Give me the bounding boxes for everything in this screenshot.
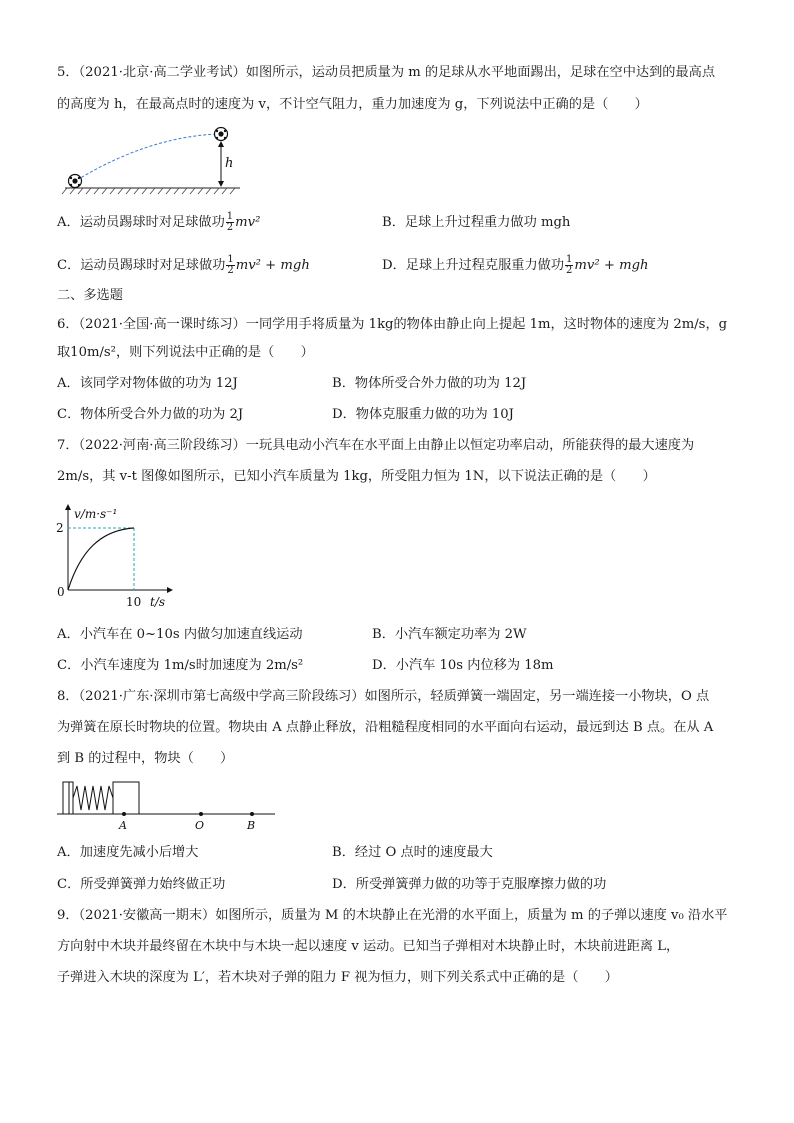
point-a-marker xyxy=(122,812,126,816)
x-axis-label: t/s xyxy=(150,595,166,609)
q5-option-c[interactable]: C．运动员踢球时对足球做功 $\frac{1}{2}$ mv² + mgh xyxy=(57,254,310,276)
fixed-wall xyxy=(63,782,69,814)
q7-stem-line2: 2m/s，其 v-t 图像如图所示，已知小汽车质量为 1kg，所受阻力恒为 1N，以下说法正确的是（ ） xyxy=(57,469,656,484)
fraction-half: $\frac{1}{2}$ xyxy=(226,211,234,233)
point-b-label: B xyxy=(247,819,256,830)
point-b-marker xyxy=(250,812,254,816)
q7-option-d[interactable]: D．小汽车 10s 内位移为 18m xyxy=(372,658,554,673)
trajectory-dashed-curve xyxy=(77,134,220,180)
q7-option-a[interactable]: A．小汽车在 0~10s 内做匀加速直线运动 xyxy=(57,627,303,642)
ground-hatch xyxy=(62,188,235,194)
q6-stem-line1: 6．（2021·全国·高一课时练习）一同学用手将质量为 1kg的物体由静止向上提起 1m，这时物体的速度为 2m/s，g xyxy=(57,317,728,332)
q9-stem-line2: 方向射中木块并最终留在木块中与木块一起以速度 v 运动。已知当子弹相对木块静止时，木块前进距离 L， xyxy=(57,939,680,954)
q7-option-b[interactable]: B．小汽车额定功率为 2W xyxy=(372,627,527,642)
y-axis-label: v/m·s⁻¹ xyxy=(74,507,118,521)
q7-vt-graph xyxy=(52,500,182,612)
height-label-h: h xyxy=(225,156,234,171)
q8-option-b[interactable]: B．经过 O 点时的速度最大 xyxy=(332,845,493,860)
q6-stem-line2: 取10m/s²，则下列说法中正确的是（ ） xyxy=(57,345,314,360)
q6-option-b[interactable]: B．物体所受合外力做的功为 12J xyxy=(332,376,527,391)
q8-stem-line2: 为弹簧在原长时物块的位置。物块由 A 点静止释放，沿粗糙程度相同的水平面向右运动，最远到达 B 点。在从 A xyxy=(57,720,714,735)
fraction-half: $\frac{1}{2}$ xyxy=(566,254,573,276)
q6-option-d[interactable]: D．物体克服重力做的功为 10J xyxy=(332,407,514,422)
q5-stem-line2: 的高度为 h，在最高点时的速度为 v，不计空气阻力，重力加速度为 g，下列说法中正确的是（ ） xyxy=(57,97,648,112)
q8-stem-line3: 到 B 的过程中，物块（ ） xyxy=(57,751,234,766)
q6-option-c[interactable]: C．物体所受合外力做的功为 2J xyxy=(57,407,244,422)
q5-option-b[interactable]: B．足球上升过程重力做功 mgh xyxy=(382,215,571,230)
q5-stem-line1: 5．（2021·北京·高二学业考试）如图所示，运动员把质量为 m 的足球从水平地面踢出，足球在空中达到的最高点 xyxy=(57,65,716,80)
spring-icon xyxy=(73,786,113,810)
vt-curve xyxy=(68,528,134,590)
point-a-label: A xyxy=(119,819,127,830)
point-o-label: O xyxy=(195,819,205,830)
section-heading-multiple-choice: 二、多选题 xyxy=(57,288,123,303)
block xyxy=(113,782,139,814)
q8-stem-line1: 8．（2021·广东·深圳市第七高级中学高三阶段练习）如图所示，轻质弹簧一端固定，另一端连接一小物块，O 点 xyxy=(57,689,710,704)
q8-option-a[interactable]: A．加速度先减小后增大 xyxy=(57,845,199,860)
q8-spring-block-figure xyxy=(55,778,280,830)
q9-stem-line1: 9．（2021·安徽高一期末）如图所示，质量为 M 的木块静止在光滑的水平面上，质量为 m 的子弹以速度 v₀ 沿水平 xyxy=(57,908,728,923)
q5-option-d[interactable]: D．足球上升过程克服重力做功 $\frac{1}{2}$ mv² + mgh xyxy=(382,254,649,276)
y-tick-2: 2 xyxy=(56,521,64,535)
q5-option-a[interactable]: A．运动员踢球时对足球做功 $\frac{1}{2}$ mv² xyxy=(57,211,261,233)
x-tick-10: 10 xyxy=(126,595,142,609)
q6-option-a[interactable]: A．该同学对物体做的功为 12J xyxy=(57,376,238,391)
q8-option-c[interactable]: C．所受弹簧弹力始终做正功 xyxy=(57,877,226,892)
football-icon-top xyxy=(215,128,228,141)
fraction-half: $\frac{1}{2}$ xyxy=(227,254,234,276)
q7-stem-line1: 7．（2022·河南·高三阶段练习）一玩具电动小汽车在水平面上由静止以恒定功率启动，所能获得的最大速度为 xyxy=(57,438,695,453)
q7-option-c[interactable]: C．小汽车速度为 1m/s时加速度为 2m/s² xyxy=(57,658,304,673)
q8-option-d[interactable]: D．所受弹簧弹力做的功等于克服摩擦力做的功 xyxy=(332,877,607,892)
q9-stem-line3: 子弹进入木块的深度为 L′，若木块对子弹的阻力 F 视为恒力，则下列关系式中正确的是（ ） xyxy=(57,970,618,985)
q5-figure-football-trajectory xyxy=(55,122,245,200)
point-o-marker xyxy=(199,812,203,816)
origin-label: 0 xyxy=(57,585,65,599)
football-icon-start xyxy=(69,175,82,188)
